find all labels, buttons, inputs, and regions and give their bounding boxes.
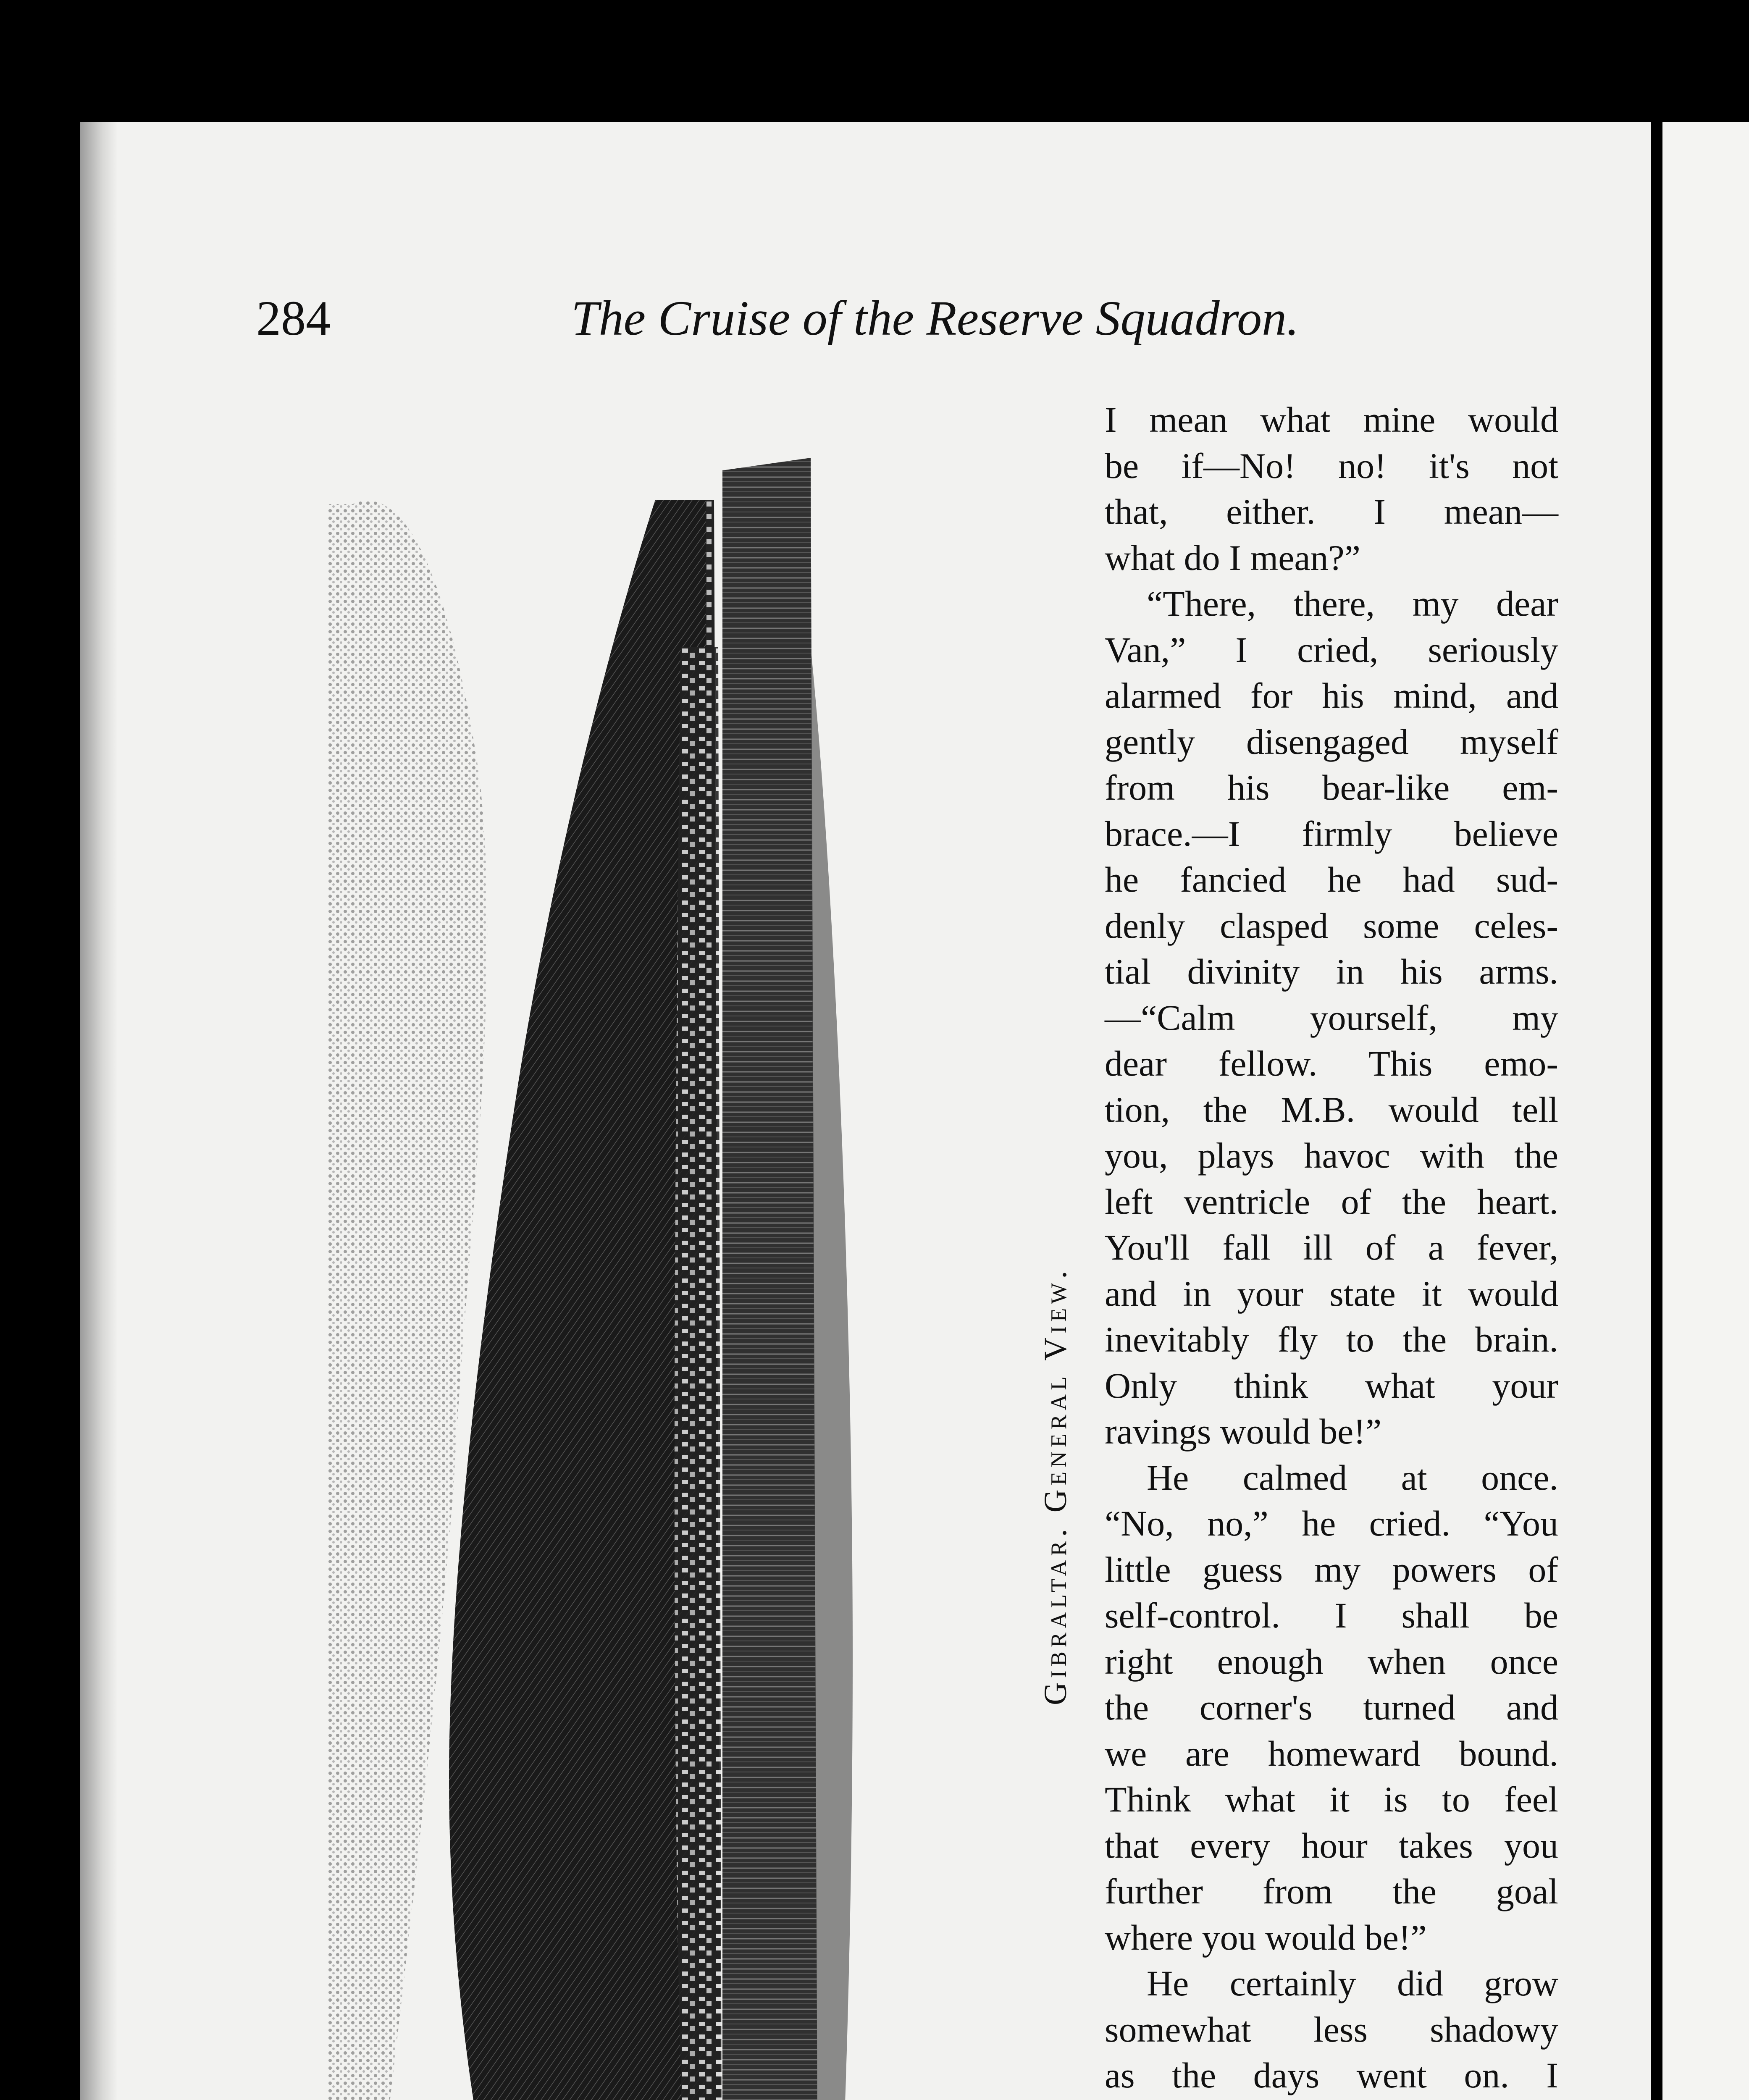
page-gutter-shadow	[80, 122, 118, 2100]
text-line: and in your state it would	[1105, 1273, 1558, 1314]
gibraltar-engraving	[328, 395, 1042, 2100]
facing-page-edge	[1662, 122, 1749, 2100]
text-line: “There, there, my dear	[1147, 583, 1558, 624]
text-line: Only think what your	[1105, 1365, 1558, 1406]
text-line: I mean what mine would	[1105, 399, 1558, 440]
text-line: tion, the M.B. would tell	[1105, 1089, 1558, 1130]
text-line: left ventricle of the heart.	[1105, 1181, 1558, 1222]
page-number: 284	[256, 291, 331, 346]
text-line: “No, no,” he cried. “You	[1105, 1503, 1558, 1544]
text-line: that every hour takes you	[1105, 1825, 1558, 1866]
text-line: somewhat less shadowy	[1105, 2009, 1558, 2050]
text-line: that, either. I mean—	[1105, 491, 1558, 532]
text-line: right enough when once	[1105, 1641, 1558, 1682]
body-text-column	[1105, 397, 1558, 2100]
illustration-caption: Gibraltar. General View.	[1038, 1266, 1073, 1705]
running-head: The Cruise of the Reserve Squadron.	[571, 291, 1299, 346]
text-line: Think what it is to feel	[1105, 1779, 1558, 1819]
text-line: —“Calm yourself, my	[1105, 997, 1558, 1038]
text-line: inevitably fly to the brain.	[1105, 1319, 1558, 1360]
text-line: from his bear-like em-	[1105, 767, 1558, 808]
text-line: He certainly did grow	[1147, 1963, 1558, 2003]
text-line: you, plays havoc with the	[1105, 1135, 1558, 1176]
text-line: tial divinity in his arms.	[1105, 951, 1558, 992]
text-line: further from the goal	[1105, 1871, 1558, 1911]
text-line: Van,” I cried, seriously	[1105, 629, 1558, 670]
text-line: He calmed at once.	[1147, 1457, 1558, 1498]
text-line	[1105, 2099, 1558, 2100]
text-line: denly clasped some celes-	[1105, 905, 1558, 946]
text-line: where you would be!”	[1105, 1917, 1427, 1958]
text-line: what do I mean?”	[1105, 537, 1360, 578]
text-line: self-control. I shall be	[1105, 1595, 1558, 1635]
text-line: brace.—I firmly believe	[1105, 813, 1558, 854]
text-line: we are homeward bound.	[1105, 1733, 1558, 1774]
text-line: ravings would be!”	[1105, 1411, 1382, 1452]
text-line: dear fellow. This emo-	[1105, 1043, 1558, 1084]
text-line: little guess my powers of	[1105, 1549, 1558, 1590]
text-line: alarmed for his mind, and	[1105, 675, 1558, 716]
text-line: You'll fall ill of a fever,	[1105, 1227, 1558, 1268]
text-line: be if—No! no! it's not	[1105, 445, 1558, 486]
text-line: gently disengaged myself	[1105, 721, 1558, 762]
text-line: the corner's turned and	[1105, 1687, 1558, 1727]
text-line: as the days went on. I	[1105, 2055, 1558, 2095]
text-line: he fancied he had sud-	[1105, 859, 1558, 900]
